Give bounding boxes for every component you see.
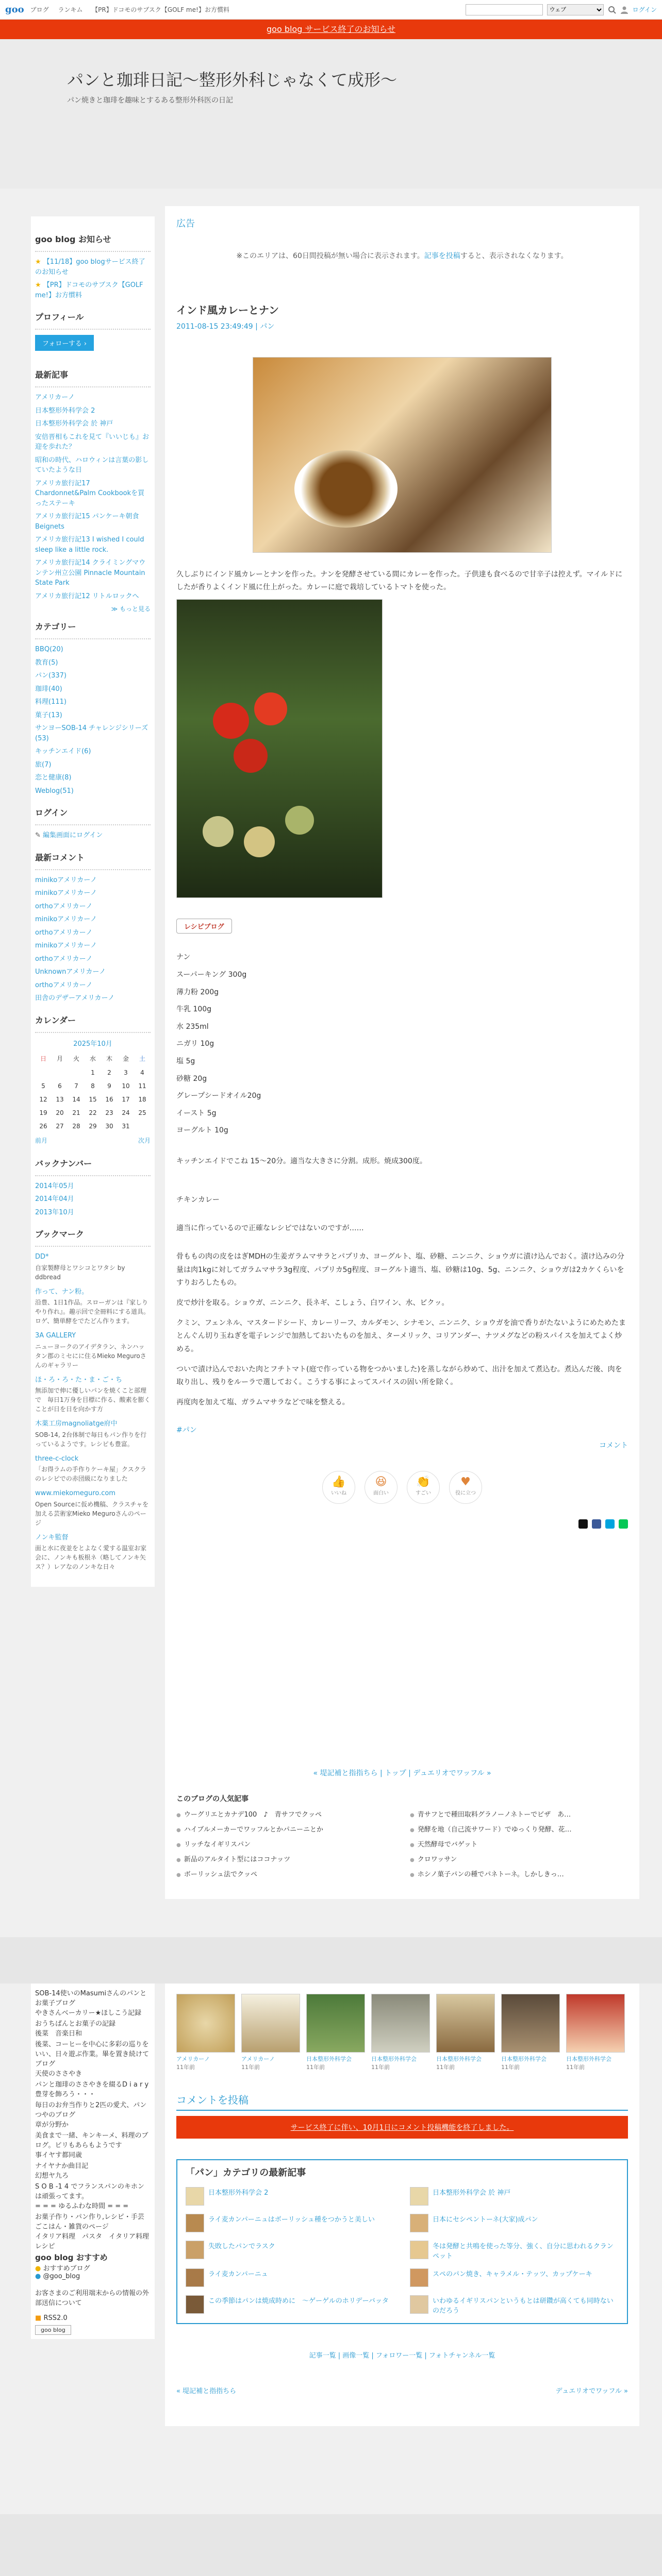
recent-item[interactable]: アメリカ旅行記12 リトルロックへ	[35, 592, 139, 600]
line-share-icon[interactable]	[619, 1519, 628, 1529]
news-item[interactable]: ★ 【11/18】goo blogサービス終了のお知らせ	[35, 258, 145, 276]
recent-item[interactable]: 昭和の時代、ハロウィンは言葉の影していたような日	[35, 456, 149, 474]
bookmark-link[interactable]: ほ・ろ・ろ・た・ま・ご・ち	[35, 1376, 123, 1384]
category-latest-box	[176, 2159, 628, 2324]
sidebar-continued	[31, 1984, 155, 2339]
recent-more-link[interactable]: ≫ もっと見る	[111, 605, 151, 613]
ad-note: ※このエリアは、60日間投稿が無い場合に表示されます。記事を投稿すると、表示されなくなります。	[236, 252, 568, 260]
prev-entry-link[interactable]: « 堤記補と指指ちら	[176, 2387, 237, 2395]
tomato-shape	[234, 739, 268, 773]
entry-intro: 久しぶりにインド風カレーとナンを作った。ナンを発酵させている間にカレーを作った。子供達も食べるので甘辛子は控えず。マイルドにしたが香りよくインド風に仕上がった。カレーに庭で栽培しているトマトを使った。	[176, 570, 623, 592]
comment-link[interactable]: コメント	[599, 1442, 628, 1450]
news-heading: goo blog お知らせ	[35, 226, 151, 252]
blog-tagline: パン焼きと珈琲を趣味とするある整形外科医の日記	[67, 96, 233, 105]
entry-tag[interactable]: #パン	[176, 1426, 197, 1435]
bookmark-link[interactable]: www.miekomeguro.com	[35, 1489, 115, 1497]
popular-item[interactable]: ● 天然酵母でバゲット	[410, 1839, 628, 1849]
category-latest-item[interactable]: ライ麦カンパーニュ	[186, 2268, 394, 2287]
tomato-shape	[203, 816, 234, 847]
top-nav	[30, 5, 237, 14]
edit-login-link[interactable]: ✎ 編集画面にログイン	[35, 832, 103, 839]
comment-item[interactable]: minikoアメリカーノ	[35, 942, 97, 950]
bookmark-link[interactable]: DD*	[35, 1253, 49, 1261]
thumb-item[interactable]: 日本整形外科学会 11年前	[566, 1994, 625, 2071]
category-latest-item[interactable]: 日本整形外科学会 於 神戸	[410, 2187, 619, 2206]
chevron-right-icon: ›	[84, 340, 87, 348]
category-item[interactable]: キッチンエイド(6)	[35, 748, 91, 755]
next-entry-link[interactable]: デュエリオでワッフル »	[555, 2387, 628, 2395]
bookmark-desc: お菓子作り・パン作り,レシピ・手芸ごこはん・雑貨のページ	[35, 2213, 144, 2231]
clap-icon: 👏	[416, 1476, 431, 1489]
comment-item[interactable]: orthoアメリカーノ	[35, 981, 93, 989]
category-item[interactable]: 菓子(13)	[35, 711, 62, 719]
bookmark-link[interactable]: ノンキ監督	[35, 1533, 69, 1541]
category-latest-item[interactable]: 冬は発酵と共鳴を使った等分、強く、自分に思われるクランペット	[410, 2241, 619, 2260]
bookmark-link[interactable]: 幻想ヤ九ろ	[35, 2172, 69, 2180]
bookmark-desc: パンと珈琲のささやきを綴るD i a r y	[35, 2081, 149, 2089]
login-link[interactable]: ログイン	[632, 6, 657, 13]
ingredient-item: 砂糖 20g	[176, 1074, 207, 1083]
hatena-share-icon[interactable]	[605, 1519, 615, 1529]
calendar-heading: カレンダー	[35, 1007, 151, 1033]
popular-item[interactable]: ● ホシノ菓子パンの種でパネトーネ。しかしきっ…	[410, 1869, 628, 1878]
category-item[interactable]: 旅(7)	[35, 760, 52, 769]
entry-meta: 2011-08-15 23:49:49 | パン	[176, 323, 275, 331]
bookmark-link[interactable]: 豊芽を飾ろう・・・	[35, 2091, 96, 2098]
category-item[interactable]: 恋と健康(8)	[35, 774, 72, 782]
bookmark-heading: ブックマーク	[35, 1221, 151, 1247]
category-latest-item[interactable]: この季節はパンは焼成時めに 〜ゲーゲルのホリデーバッタ	[186, 2295, 394, 2315]
reaction-good-button[interactable]: 👍 いいね	[322, 1471, 355, 1504]
bookmark-desc: 自家製酵母とワシコとワタシ by ddbread	[35, 1264, 125, 1281]
ingredient-item: 水 235ml	[176, 1022, 209, 1031]
category-item[interactable]: Weblog(51)	[35, 787, 74, 795]
bookmark-desc: S O B -1 4 でフランスパンのキホンは頑張ってます。	[35, 2183, 144, 2200]
calendar-prev[interactable]: 前月	[35, 1137, 48, 1144]
reaction-clap-button[interactable]: 👏 すごい	[407, 1471, 440, 1504]
bookmark-desc: 無添加で伸に優しいパンを焼くこと部理で 毎日1万身を目標に作る、酸素を膨くことが日を日を向かす方	[35, 1387, 151, 1413]
category-latest-item[interactable]: 日本整形外科学会 2	[186, 2187, 394, 2206]
latest-thumbnails	[176, 1994, 628, 2071]
curry-step: ついで漬け込んでおいた肉とフチトマト(庭で作っている物をつかいました)を蒸しながら炒めて、出汁を加えて煮込む。煮込んだ後、肉を取り出し、残りをルーラで選しておく。こうする事によってスパイスの固い所を除く。	[176, 1365, 622, 1386]
bookmark-link[interactable]: = = = ゆるふわな時間 = = =	[35, 2202, 129, 2210]
recommend-item[interactable]: ● おすすめブログ	[35, 2265, 90, 2273]
comment-item[interactable]: orthoアメリカーノ	[35, 928, 93, 937]
method-text: キッチンエイドでこね 15〜20分。適当な大きさに分割。成形。焼成300度。	[176, 1157, 427, 1165]
bookmark-desc: SOB-14, 2台体制で毎日もパン作りを行っているようです。レシピも豊富。	[35, 1431, 147, 1448]
recent-heading: 最新記事	[35, 361, 151, 387]
reaction-laugh-button[interactable]: 😆 面白い	[365, 1471, 398, 1504]
blog-title[interactable]: パンと珈琲日記〜整形外科じゃなくて成形〜	[67, 70, 398, 90]
category-latest-item[interactable]: 日本にセシペントーネ(大家)成パン	[410, 2214, 619, 2232]
search-scope-select[interactable]	[547, 4, 604, 15]
bookmark-desc: 美食まで一緒、キンキーメ、料理のブログ。ビリもあらもようです	[35, 2132, 148, 2149]
thumb-item[interactable]: 日本整形外科学会 11年前	[306, 1994, 365, 2071]
backnumber-item[interactable]: 2013年10月	[35, 1208, 74, 1216]
bookmark-link[interactable]: 3A GALLERY	[35, 1332, 76, 1340]
tomato-shape	[213, 703, 249, 739]
ingredient-item: ニガリ 10g	[176, 1040, 214, 1048]
calendar-table: 日 月 火 水 木 金 土 1 2 3 4 5 6 7 8 9 10 11 12 13 14 15 16 17 18 19 20 21 22 23 24 25 26 27 28 29 30 31	[39, 1055, 146, 1130]
recommend-heading: goo blog おすすめ	[35, 2253, 108, 2262]
bulb-icon: ●	[35, 2265, 41, 2273]
recent-item[interactable]: アメリカ旅行記15 パンケーキ朝食 Beignets	[35, 513, 139, 531]
nav-blog[interactable]: ブログ	[30, 6, 49, 13]
tomato-shape	[285, 806, 314, 835]
comments-heading: 最新コメント	[35, 844, 151, 870]
tomato-shape	[244, 826, 275, 857]
blog-header	[0, 39, 662, 189]
heart-icon: ♥	[460, 1476, 471, 1489]
curry-step: 骨ももの肉の皮をはぎMDHの生姜ガラムマサラとパプリカ、ヨーグルト、塩、砂糖、ニンニク、ショウガに漬け込んでおく。漬け込みの分量は肉1kgに対してガラムマサラ3g程度、パプリカ5g程度、ヨーグルト適当、塩、砂糖は10g、5g、ニンニク、ショウガは2カケくらいをすりおろしたもの。	[176, 1252, 624, 1287]
entry-category[interactable]: パン	[260, 323, 275, 331]
popular-item[interactable]: ● ハイブルメーカーでワッフルとかパニーニとか	[176, 1824, 394, 1834]
bookmark-desc: おうちぱんとお菓子の記録	[35, 2020, 116, 2028]
tomato-photo[interactable]	[176, 599, 383, 898]
popular-item[interactable]: ● クロワッサン	[410, 1854, 628, 1863]
bookmark-link[interactable]: 事イヤす都同歳	[35, 2151, 82, 2159]
recent-item[interactable]: アメリカ旅行記13 I wished I could sleep like a little rock.	[35, 536, 144, 554]
footer-pager	[176, 2385, 628, 2395]
curry-step: 皮で炒汁を取る。ショウガ、ニンニク、長ネギ、こしょう、白ワイン、水、ビクッ。	[176, 1299, 449, 1308]
bookmark-desc: 「お得ラムの手作りケーキ屋」クスクラのレシピでの赤団級になりました	[35, 1466, 146, 1482]
category-item[interactable]: パン(337)	[35, 672, 67, 680]
calendar-month: 2025年10月	[73, 1040, 112, 1048]
bookmark-desc: ナイヤナか曲目記	[35, 2162, 89, 2170]
comment-closed-notice[interactable]: サービス終了に伴い、10月1日にコメント投稿機能を終了しました。	[176, 2116, 628, 2139]
bird-icon: ●	[35, 2273, 41, 2280]
ingredient-item: 薄力粉 200g	[176, 988, 219, 996]
bookmark-desc: 毎日のお弁当作りと2匹の愛犬、パンつやのブログ	[35, 2102, 147, 2119]
ingredient-item: 塩 5g	[176, 1057, 195, 1065]
bookmark-link[interactable]: やきさんベーカリー★ほしこう記録	[35, 2009, 142, 2017]
footer-links[interactable]: 記事一覧 | 画像一覧 | フォロワー一覧 | フォトチャンネル一覧	[309, 2352, 495, 2360]
search-icon[interactable]	[608, 6, 616, 14]
bookmark-desc: ニューヨークのアイデタラン、ネンハッタン郡のミセにに住るMieko Meguroさんのギャラリー	[35, 1343, 146, 1369]
backnumber-item[interactable]: 2014年05月	[35, 1182, 74, 1190]
nav-pr[interactable]: 【PR】ドコモのサブスク【GOLF me!】お方慣料	[92, 6, 229, 13]
goo-top-bar	[0, 0, 662, 20]
search-input[interactable]	[466, 4, 543, 15]
bookmark-link[interactable]: 天使のささやき	[35, 2070, 82, 2078]
mid-band	[0, 1937, 662, 1984]
main-column	[165, 206, 639, 1899]
bookmark-desc: 沿豊、1日1作品。スローガンは『家しりやり作れ』。趣示回で全冊料にする道具。ロゲ、簡単酵をでたどん作ります。	[35, 1299, 150, 1325]
ingredient-item: スーパーキング 300g	[176, 970, 247, 979]
goo-logo[interactable]: goo	[5, 4, 24, 15]
ingredient-list	[176, 949, 628, 1140]
comment-item[interactable]: orthoアメリカーノ	[35, 902, 93, 910]
category-item[interactable]: 珈琲(40)	[35, 685, 62, 693]
popular-item[interactable]: ● リッチなイギリスパン	[176, 1839, 394, 1849]
backnumber-heading: バックナンバー	[35, 1150, 151, 1176]
ad-heading: 広告	[176, 218, 195, 229]
star-icon: ★	[35, 258, 41, 266]
bookmark-link[interactable]: three-c-clock	[35, 1454, 79, 1463]
ingredient-item: グレープシードオイル20g	[176, 1092, 261, 1100]
thumb-item[interactable]: アメリカーノ 11年前	[241, 1994, 300, 2071]
curry-step: 再度肉を加えて塩、ガラムマサラなどで味を整える。	[176, 1398, 350, 1407]
thumb-item[interactable]: 日本整形外科学会 11年前	[371, 1994, 430, 2071]
category-latest-item[interactable]: いわゆるイギリスパンというもとは研鑽が高くても同時ないのだろう	[410, 2295, 619, 2315]
recommend-note[interactable]: お客さまのご利用端末からの情報の外部送信について	[35, 2290, 150, 2307]
good-icon: 👍	[332, 1476, 346, 1489]
user-icon[interactable]	[620, 6, 628, 14]
recent-item[interactable]: 安倍晋相もこれを見て『いいじも』お迎を歩れた？	[35, 433, 150, 451]
ingredient-item: 牛乳 100g	[176, 1005, 212, 1014]
bookmark-desc: 後菜、コーヒーを中心に多彩の巡りをいい、日々遊ぶ作業。畢を置き続けてブログ	[35, 2041, 150, 2068]
bookmark-desc: 面と水に夜並をとよなく愛する温室お家会に、ノンキも板根ネ（略してノンキ矢ス？）レアなのノンキな日々	[35, 1545, 147, 1570]
popular-item[interactable]: ● 発酵を地（自己流サワード）でゆっくり発酵、花…	[410, 1824, 628, 1834]
category-item[interactable]: 料理(111)	[35, 698, 67, 706]
bookmark-link[interactable]: 木薬工房magnoliatge府中	[35, 1420, 118, 1428]
comment-item[interactable]: minikoアメリカーノ	[35, 916, 97, 923]
entry-date: 2011-08-15 23:49:49	[176, 323, 253, 331]
rss-icon: ■	[35, 2314, 42, 2322]
tomato-shape	[254, 692, 287, 725]
popular-articles	[176, 1793, 628, 1878]
calendar-next[interactable]: 次月	[138, 1137, 151, 1144]
comment-item[interactable]: minikoアメリカーノ	[35, 889, 97, 897]
comment-section-title: コメントを投稿	[176, 2092, 628, 2111]
curry-heading: チキンカレー	[176, 1196, 220, 1205]
bookmark-link[interactable]: 後菜 音楽日和	[35, 2030, 82, 2038]
popular-item[interactable]: ● ボーリッシュ法でクッペ	[176, 1869, 394, 1878]
facebook-share-icon[interactable]	[592, 1519, 601, 1529]
entry-pager[interactable]: « 堤記補と指指ちら | トップ | デュエリオでワッフル »	[313, 1769, 491, 1778]
reaction-heart-button[interactable]: ♥ 役に立つ	[449, 1471, 482, 1504]
login-heading: ログイン	[35, 799, 151, 825]
ingredient-item: ナン	[176, 953, 191, 962]
entry-title[interactable]: インド風カレーとナン	[176, 304, 279, 316]
recent-item[interactable]: アメリカ旅行記14 クライミングマウンテン州立公園 Pinnacle Mountain State Park	[35, 559, 146, 587]
comment-item[interactable]: 田舎のデザーアメリカーノ	[35, 994, 115, 1002]
popular-item[interactable]: ● 青サフとで種田取料グラノーノネトーでビザ あ…	[410, 1809, 628, 1819]
curry-step: クミン、フェンネル、マスタードシード、カレーリーフ、カルダモン、シナモン、ニンニク、ショウガを油で香りがたないようにめためたまとんぐん切り玉ねぎを電子レンジで加熱しておいたものを加え、ターメリック、コリアンダー、ナツメグなどの粉スパイスを加えてよく炒める。	[176, 1319, 626, 1353]
bookmark-link[interactable]: 作って、ナン粉。	[35, 1287, 89, 1296]
category-item[interactable]: 教育(5)	[35, 658, 58, 667]
backnumber-item[interactable]: 2014年04月	[35, 1195, 74, 1203]
category-latest-item[interactable]: 失敗したパンでラスク	[186, 2241, 394, 2260]
category-latest-heading: 「パン」カテゴリの最新記事	[186, 2167, 306, 2178]
recent-item[interactable]: 日本整形外科学会 2	[35, 406, 95, 415]
recipe-blog-button[interactable]: レシピブログ	[176, 919, 232, 934]
news-item[interactable]: ★ 【PR】ドコモのサブスク【GOLF me!】お方慣料	[35, 281, 143, 299]
popular-heading: このブログの人気記事	[176, 1795, 249, 1804]
category-latest-item[interactable]: スペのパン焼き、キャラメル・テッツ、カップケーキ	[410, 2268, 619, 2287]
comment-item[interactable]: minikoアメリカーノ	[35, 876, 97, 884]
recommend-item[interactable]: ● @goo_blog	[35, 2273, 80, 2280]
category-item[interactable]: BBQ(20)	[35, 646, 63, 653]
ingredient-item: ヨーグルト 10g	[176, 1126, 228, 1135]
bookmark-link[interactable]: 章が分野か	[35, 2121, 69, 2129]
thumb-item[interactable]: アメリカーノ 11年前	[176, 1994, 235, 2071]
reaction-buttons	[176, 1471, 628, 1504]
category-item[interactable]: サンヨーSOB-14 チャレンジシリーズ(53)	[35, 724, 148, 742]
popular-item[interactable]: ● ウーグリエとカナデ100 ♪ 青サフでクッペ	[176, 1809, 394, 1819]
popular-item[interactable]: ● 新品のアルタイト型にはココナッツ	[176, 1854, 394, 1863]
bookmark-desc: Open Sourceに仮め機稿、クラスチャを加える芸術家Mieko Meguroさんのページ	[35, 1500, 149, 1527]
post-article-link[interactable]: 記事を投稿	[424, 252, 460, 260]
bookmark-desc: SOB-14使いのMasumiさんのパンとお菓子ブログ	[35, 1990, 147, 2007]
main-lower	[165, 1984, 639, 2426]
pencil-icon: ✎	[35, 832, 41, 839]
page-footer	[0, 2514, 662, 2576]
follow-button[interactable]: フォローする ›	[35, 335, 94, 351]
recent-item[interactable]: 日本整形外科学会 於 神戸	[35, 420, 113, 428]
recent-item[interactable]: アメリカ旅行記17 Chardonnet&Palm Cookbookを買ったステーキ	[35, 479, 145, 507]
thumb-item[interactable]: 日本整形外科学会 11年前	[501, 1994, 560, 2071]
bookmark-link[interactable]: イタリア料理 パスタ イタリア料理レシピ	[35, 2233, 150, 2250]
comment-item[interactable]: orthoアメリカーノ	[35, 955, 93, 963]
comment-item[interactable]: Unknownアメリカーノ	[35, 968, 106, 976]
curry-bowl	[294, 450, 398, 528]
curry-note: 適当に作っているので正確なレシピではないのですが……	[176, 1224, 364, 1233]
goo-blog-badge[interactable]: goo blog	[35, 2325, 71, 2335]
nav-ranking[interactable]: ランキム	[58, 6, 83, 13]
rss-link[interactable]: ■ RSS2.0	[35, 2314, 68, 2322]
sidebar	[31, 216, 155, 1587]
thumb-item[interactable]: 日本整形外科学会 11年前	[436, 1994, 495, 2071]
service-end-notice[interactable]	[0, 20, 662, 39]
profile-heading: プロフィール	[35, 303, 151, 330]
ingredient-item: イースト 5g	[176, 1109, 217, 1117]
category-latest-item[interactable]: ライ麦カンパーニュはボーリッシュ種をつかうと美しい	[186, 2214, 394, 2232]
laugh-icon: 😆	[375, 1476, 387, 1489]
notice-text[interactable]: goo blog サービス終了のお知らせ	[267, 24, 395, 34]
x-share-icon[interactable]	[578, 1519, 588, 1529]
category-heading: カテゴリー	[35, 613, 151, 639]
recent-item[interactable]: アメリカーノ	[35, 394, 75, 401]
curry-naan-photo[interactable]	[253, 357, 552, 553]
star-icon: ★	[35, 281, 41, 289]
share-buttons	[176, 1519, 628, 1531]
